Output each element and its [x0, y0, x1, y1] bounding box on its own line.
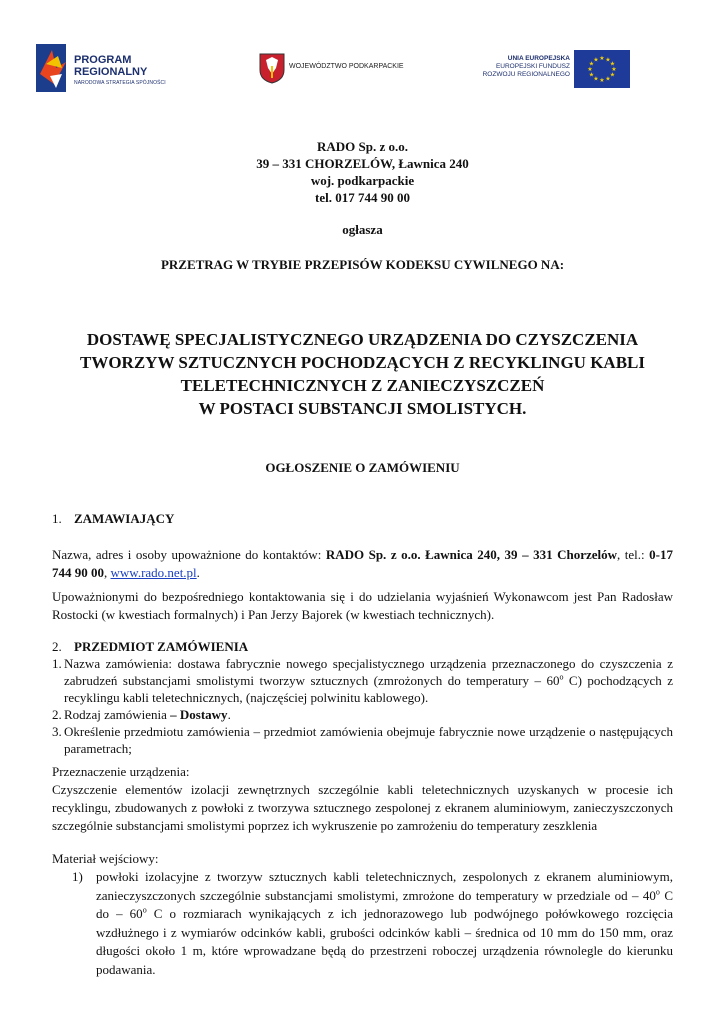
svg-text:★: ★: [588, 71, 595, 79]
item-number: 3.: [52, 724, 62, 739]
order-list: [52, 655, 673, 757]
section1-heading: [52, 510, 174, 528]
item2-text-c: .: [227, 707, 231, 722]
program-line1: PROGRAM: [74, 54, 132, 66]
material-text-b: C do – 60: [96, 887, 673, 921]
contact-company: RADO Sp. z o.o. Ławnica 240, 39 – 331 Chorzelów: [325, 547, 618, 562]
svg-text:★: ★: [587, 66, 593, 73]
svg-text:★: ★: [605, 56, 611, 64]
item-number: 2.: [52, 707, 62, 722]
coat-of-arms-icon: [258, 52, 286, 84]
eu-line3: ROZWOJU REGIONALNEGO: [482, 71, 570, 78]
purpose-heading: Przeznaczenie urządzenia:: [52, 764, 190, 779]
svg-text:★: ★: [593, 56, 599, 64]
section1-title: ZAMAWIAJĄCY: [74, 511, 175, 526]
material-text-c: C o rozmiarach wynikających z ich jednorazowego lub podwójnego połówkowego rozcięcia wzdłużnego i z wymiarów odcinków kabli, grubości odcinków kabli – średnica od 10 mm do 150 mm, oraz długości około 1 m, które wprowadzane będą do przestrzeni roboczej urządzenia równolegle do kierunku podawania.: [96, 906, 673, 977]
item1-text-a: Nazwa zamówienia: dostawa fabrycznie nowego specjalistycznego urządzenia przeznaczonego do czyszczenia z zabrudzeń substancjami smolistymi tworzyw sztucznych (zmrożonych do temperatury – 60: [64, 656, 673, 688]
svg-text:★: ★: [599, 77, 605, 84]
contact-paragraph: [52, 546, 673, 582]
section2-heading: [52, 638, 248, 656]
svg-text:★: ★: [605, 75, 611, 83]
eu-line2: EUROPEJSKI FUNDUSZ: [495, 63, 570, 70]
section2-title: PRZEDMIOT ZAMÓWIENIA: [74, 639, 249, 654]
degree-sup: o: [655, 887, 660, 897]
company-phone: tel. 017 744 90 00: [315, 190, 410, 205]
list-item: [72, 868, 673, 979]
program-regionalny-logo: [36, 44, 186, 92]
item1-text-b: C) pochodzących z recyklingu kabli teletechnicznych, (najczęściej polwinitu kablowego).: [64, 673, 673, 705]
authorized-paragraph: Upoważnionymi do bezpośredniego kontaktowania się i do udzielania wyjaśnień Wykonawcom jest Pan Radosław Rostocki (w kwestiach formalnych) i Pan Jerzy Bajorek (w kwestiach technicznych).: [52, 589, 673, 622]
program-regionalny-emblem: [36, 44, 70, 92]
list-item: [52, 655, 673, 706]
material-text-a: powłoki izolacyjne z tworzyw sztucznych kabli teletechnicznych, zespolonych z ekranem aluminiowym, zanieczyszczonych szczególnie substancjami smolistymi, zmrożone do temperatury w przedziale od – 40: [96, 869, 673, 903]
company-name: RADO Sp. z o.o.: [316, 139, 408, 154]
website-link[interactable]: www.rado.net.pl: [110, 565, 197, 580]
item-number: 1): [72, 869, 83, 884]
program-line2: REGIONALNY: [74, 66, 148, 78]
contact-end: .: [196, 565, 200, 580]
wojewodztwo-label: WOJEWÓDZTWO PODKARPACKIE: [289, 63, 404, 70]
eu-text: [483, 55, 570, 79]
svg-text:★: ★: [611, 66, 617, 73]
wojewodztwo-logo: [258, 52, 428, 84]
eu-flag-icon: [574, 50, 630, 88]
company-address: 39 – 331 CHORZELÓW, Ławnica 240: [256, 156, 469, 171]
notice-title: OGŁOSZENIE O ZAMÓWIENIU: [265, 460, 460, 475]
contact-mid: , tel.:: [617, 547, 650, 562]
degree-sup: o: [142, 905, 147, 915]
svg-text:★: ★: [588, 60, 595, 68]
svg-text:★: ★: [599, 55, 605, 62]
svg-text:★: ★: [609, 71, 616, 79]
section1-number: 1.: [52, 511, 62, 526]
item-number: 1.: [52, 656, 62, 671]
company-province: woj. podkarpackie: [310, 173, 415, 188]
tender-line: PRZETRAG W TRYBIE PRZEPISÓW KODEKSU CYWILNEGO NA:: [160, 257, 565, 272]
contact-phone: 0-17 744 90 00: [52, 547, 673, 580]
contact-prefix: Nazwa, adres i osoby upoważnione do kontaktów:: [52, 547, 326, 562]
program-line3: NARODOWA STRATEGIA SPÓJNOŚCI: [74, 80, 166, 86]
list-item: [52, 706, 673, 723]
degree-sup: o: [559, 672, 564, 682]
title-line4: W POSTACI SUBSTANCJI SMOLISTYCH.: [198, 399, 527, 418]
svg-text:★: ★: [593, 75, 599, 83]
title-line1: DOSTAWĘ SPECJALISTYCZNEGO URZĄDZENIA DO CZYSZCZENIA: [86, 330, 639, 349]
title-line2: TWORZYW SZTUCZNYCH POCHODZĄCYCH Z RECYKLINGU KABLI: [79, 353, 645, 372]
purpose-text: Czyszczenie elementów izolacji zewnętrznych szczególnie kabli teletechnicznych uzyskanych w procesie ich recyklingu, zbudowanych z powłoki z tworzywa sztucznego zespolonej z ekranem aluminiowym, zanieczyszczonych szczególnie substancjami smolistymi poprzez ich wykruszenie po zamrożeniu do temperatury zeszklenia: [52, 782, 673, 833]
material-heading: Materiał wejściowy:: [52, 851, 159, 866]
section2-number: 2.: [52, 639, 62, 654]
announces-text: ogłasza: [342, 222, 383, 237]
contact-sep: ,: [104, 565, 111, 580]
item2-text-a: Rodzaj zamówienia: [64, 707, 171, 722]
title-line3: TELETECHNICZNYCH Z ZANIECZYSZCZEŃ: [180, 376, 545, 395]
eu-logo: [470, 50, 630, 88]
eu-line1: UNIA EUROPEJSKA: [507, 55, 570, 62]
list-item: [52, 723, 673, 757]
item2-text-b: – Dostawy: [170, 707, 228, 722]
item3-text: Określenie przedmiotu zamówienia – przedmiot zamówienia obejmuje fabrycznie nowe urządzenie o następujących parametrach;: [64, 724, 673, 756]
main-title: [0, 328, 725, 420]
svg-text:★: ★: [609, 60, 616, 68]
company-header: [0, 138, 725, 206]
material-list: [72, 868, 673, 979]
